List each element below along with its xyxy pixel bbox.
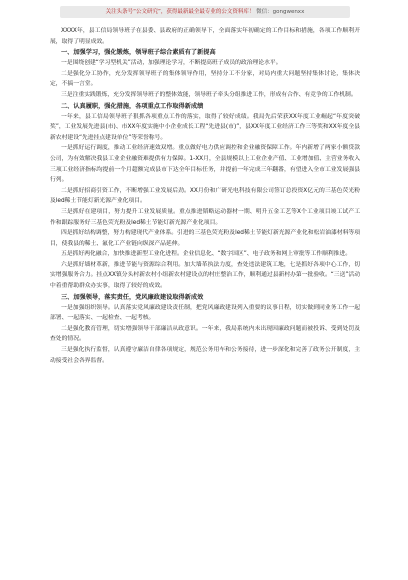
body-paragraph: 一是加强组织领导。认真落实党风廉政建设责任制，把党风廉政建设列入重要的议事日程，切实做到同业务工作一起部署、一起落实、一起检查、一起考核。 <box>50 304 360 322</box>
body-paragraph: 四是抓好结构调整，努力构建现代产业体系。引进的三基色荧光粉及led稀土节能灯新光源产业化和松岩油漆材料等项目，使我县的稀土、氟化工产业链向纵深产品延伸。 <box>50 230 360 247</box>
body-paragraph: 五是抓好两化融合，加快推进新型工业化进程。企业信息化、“数字国区”、电子政务和网上审批等工作顺利推进。 <box>61 251 352 258</box>
banner-wechat-text: 微信：gongwenxx <box>256 9 305 15</box>
document-body <box>50 26 360 366</box>
body-paragraph: 二是强化分工协作，充分发挥领导班子的集体领导作用，坚持分工不分家，对局内重大问题坚持集体讨论，集体决定，不搞一言堂。 <box>50 70 360 88</box>
body-paragraph: XXXX年，县工信局领导班子在县委、县政府的正确领导下，全面落实年初确定的工作目标和措施，各项工作顺利开展，取得了明显成效。 <box>50 28 360 45</box>
body-paragraph: 三是强化执行监督，认真遵守廉洁自律各项规定，规范公务用车和公务接待，进一步深化和完善了政务公开制度，主动接受社会各界监督。 <box>50 347 360 364</box>
body-paragraph: 三是注重实践锻炼，充分发挥领导班子的整体效能，领导班子牵头分组推进工作，形成有合作、有竞争的工作机制。 <box>61 91 357 98</box>
section-heading: 三、加强领导，落实责任，党风廉政建设取得新成效 <box>61 293 204 301</box>
body-paragraph: 一年来，县工信局领导班子狠抓各项重点工作的落实，取得了较好成绩。我局先后荣获XX年度工业崛起“年度突破奖”，工业发展先进县(市)、市XX年度实施中小企业成长工程“先进县(市)”，县XX年度工业经济工作三等奖和XX年度全县新农村建设“先进挂点建设单位”等荣誉称号。 <box>50 113 360 141</box>
body-paragraph: 一是围绕创建“学习型机关”活动，加强理论学习，不断提高班子成员的政治理论水平。 <box>61 60 282 67</box>
section-heading: 二、认真履职，强化措施，各项重点工作取得新成绩 <box>61 102 204 110</box>
banner-promo-text: 关注头条号“公文研究”，获得最新最全最专业的公文资料库！ <box>105 9 255 15</box>
top-banner <box>60 6 350 18</box>
body-paragraph: 三是抓好在建项目，努力提升工业发展质量。重点推进韬略运动器材一期、明升五金工艺等X个工业项目竣工试产工作和跟踪服务好三基色荧光粉及led稀土节能灯新光源产业化项目。 <box>50 208 360 226</box>
section-heading: 一、加强学习，强化锻炼，领导班子综合素质有了新提高 <box>61 49 216 57</box>
body-paragraph: 六是抓好墙材革新，推进节能与资源综合利用。加大墙革执法力度，查处违法建筑工地，七是抓好各项中心工作，切实增强服务合力。挂点XX镇分头村新农村小组新农村建设点的村庄整治工作，顺利通过县新村办第一批验收。“三送”活动中着重帮助群众办实事，取得了较好的成效。 <box>50 261 360 290</box>
body-paragraph: 二是抓好招商引资工作，不断增强工业发展后劲。XX月份和广研光电科技有限公司签订总投资X亿元的三基色荧光粉及led稀土节能灯新光源产业化项目。 <box>50 187 360 205</box>
body-paragraph: 一是抓好运行调度，推动工业经济速效双增。重点做好电力供应调控和企业融资保障工作。年内新增了两家小额贷款公司，为有效解决我县工业企业融资难提供有力保障。1-XX月，全县规模以上工业企业产值、工业增加值、主营业务收入三项工业经济指标均提前一个月超额完成县市下达全年目标任务，并提前一年完成三年翻番，有望进入全市工业发展强县行列。 <box>50 145 360 184</box>
body-paragraph: 二是强化教育管理，切实增强领导干部廉洁从政意识。一年来，我局系统内未出现因廉政问题而被投诉、受到处罚及查处的情况。 <box>50 325 360 343</box>
